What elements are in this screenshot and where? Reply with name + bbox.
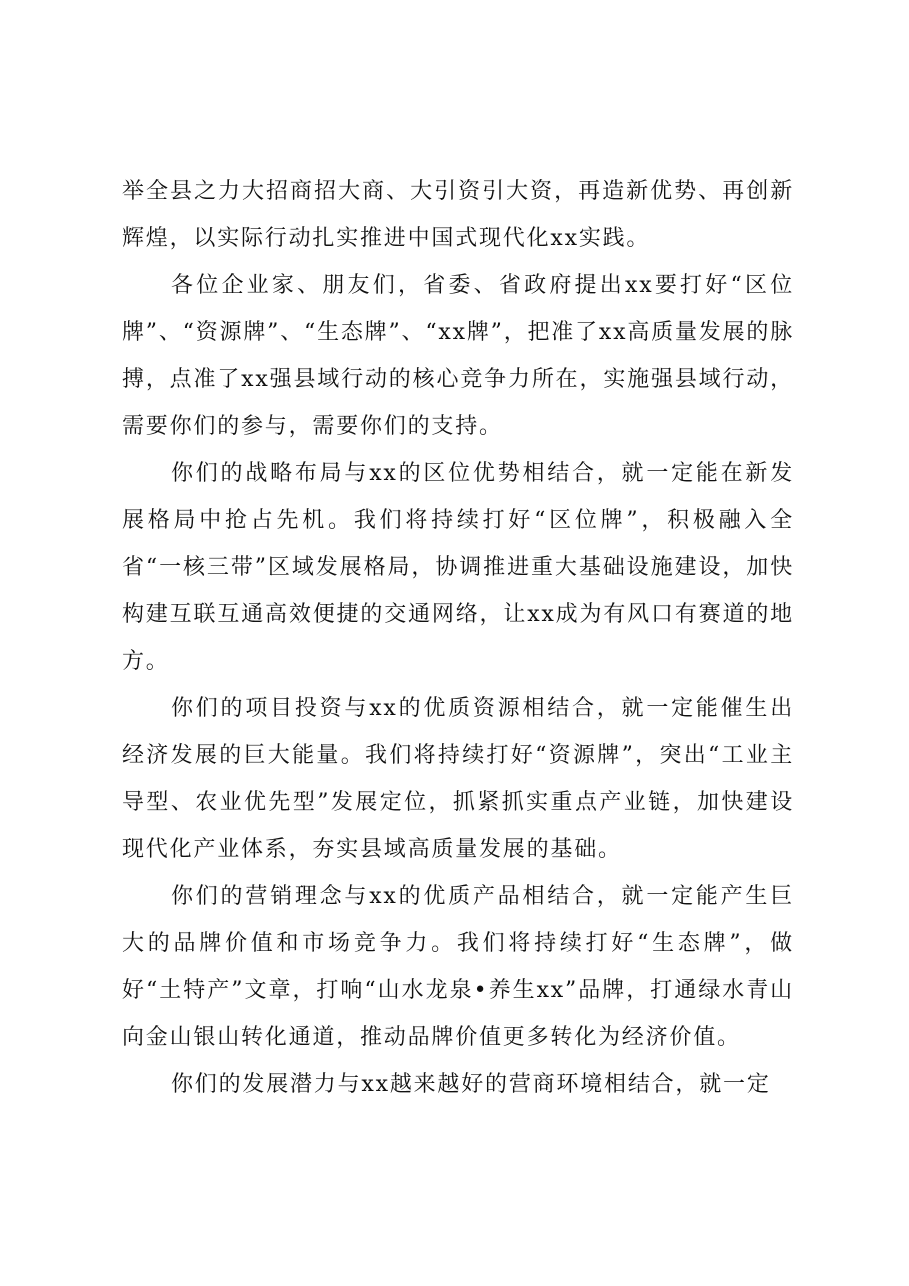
paragraph-4: 你们的项目投资与xx的优质资源相结合，就一定能催生出经济发展的巨大能量。我们将持续打好“资源牌”，突出“工业主导型、农业优先型”发展定位，抓紧抓实重点产业链，加快建设现代化产业体系，夯实县域高质量发展的基础。 (122, 696, 794, 862)
paragraph-2: 各位企业家、朋友们，省委、省政府提出xx要打好“区位牌”、“资源牌”、“生态牌”、“xx牌”，把准了xx高质量发展的脉搏，点准了xx强县域行动的核心竞争力所在，实施强县域行动，需要你们的参与，需要你们的支持。 (122, 273, 794, 439)
paragraph-1: 举全县之力大招商招大商、大引资引大资，再造新优势、再创新辉煌，以实际行动扎实推进中国式现代化xx实践。 (122, 179, 794, 251)
paragraph-6: 你们的发展潜力与xx越来越好的营商环境相结合，就一定 (171, 1072, 771, 1097)
document-body (122, 168, 794, 1108)
paragraph-5: 你们的营销理念与xx的优质产品相结合，就一定能产生巨大的品牌价值和市场竞争力。我们将持续打好“生态牌”，做好“土特产”文章，打响“山水龙泉•养生xx”品牌，打通绿水青山向金山银山转化通道，推动品牌价值更多转化为经济价值。 (122, 884, 794, 1050)
paragraph-3: 你们的战略布局与xx的区位优势相结合，就一定能在新发展格局中抢占先机。我们将持续打好“区位牌”，积极融入全省“一核三带”区域发展格局，协调推进重大基础设施建设，加快构建互联互通高效便捷的交通网络，让xx成为有风口有赛道的地方。 (122, 461, 794, 674)
